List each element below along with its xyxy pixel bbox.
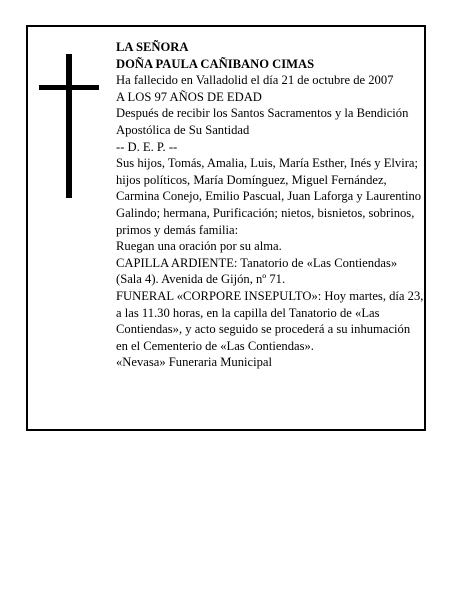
sacraments-text: Después de recibir los Santos Sacramentos y la Bendición Apostólica de Su Santidad [116, 106, 409, 137]
chapel-text: CAPILLA ARDIENTE: Tanatorio de «Las Contiendas» (Sala 4). Avenida de Gijón, nº 71. [116, 255, 398, 287]
obituary-notice [26, 25, 426, 431]
prayer-text: Ruegan una oración por su alma. [116, 239, 282, 254]
family-text: Sus hijos, Tomás, Amalia, Luis, María Esther, Inés y Elvira; hijos políticos, María Domínguez, Miguel Fernández, Carmina Conejo, Emilio Pascual, Juan Laforga y Laurentino Galindo; hermana, Purificación; nietos, bisnietos, sobrinos, primos y demás familia: [116, 156, 422, 237]
notice-title: LA SEÑORA [116, 40, 189, 54]
dep-text: -- D. E. P. -- [116, 139, 178, 154]
age-line: A LOS 97 AÑOS DE EDAD [116, 89, 262, 104]
cross-icon [66, 54, 72, 198]
death-line: Ha fallecido en Valladolid el día 21 de octubre de 2007 [116, 73, 394, 88]
funeral-text: FUNERAL «CORPORE INSEPULTO»: Hoy martes, día 23, a las 11.30 horas, en la capilla del Tanatorio de «Las Contiendas», y acto seguido se procederá a su inhumación en el Cementerio de «Las Contiendas». [116, 288, 424, 353]
cross-icon-bar [39, 85, 99, 90]
deceased-name: DOÑA PAULA CAÑIBANO CIMAS [116, 56, 315, 71]
funeral-home: «Nevasa» Funeraria Municipal [116, 355, 272, 370]
obituary-text [116, 39, 424, 371]
